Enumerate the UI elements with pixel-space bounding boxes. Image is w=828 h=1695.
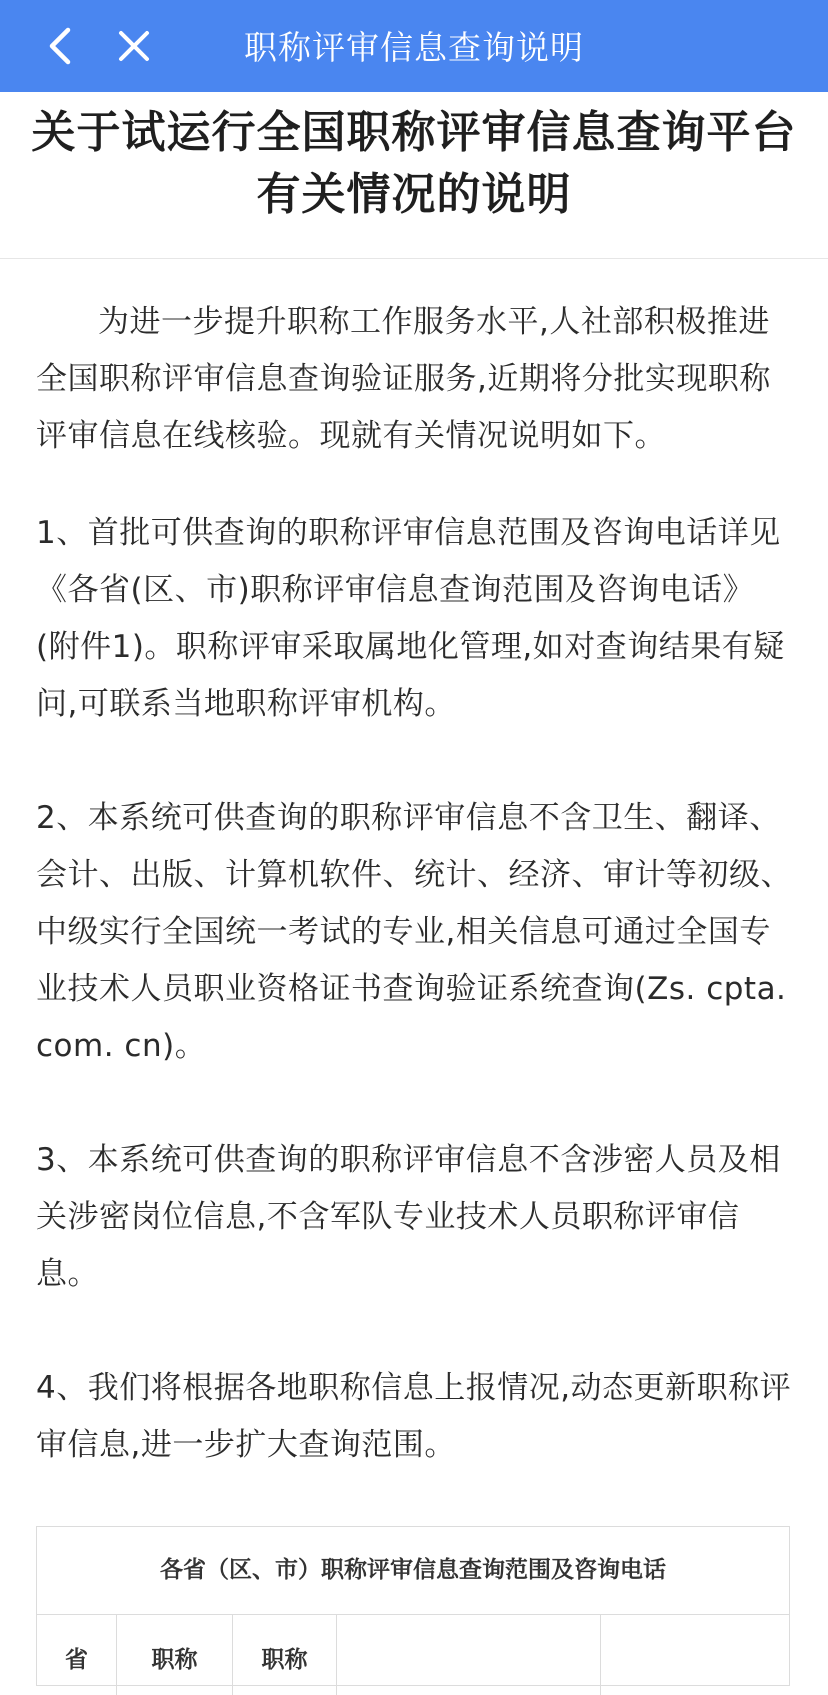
document-body (36, 294, 796, 1474)
item-paragraph-2: 2、本系统可供查询的职称评审信息不含卫生、翻译、会计、出版、计算机软件、统计、经济、审计等初级、中级实行全国统一考试的专业,相关信息可通过全国专业技术人员职业资格证书查询验证系统查询(Zs. cpta. com. cn)。 (36, 800, 792, 1064)
chevron-left-icon (40, 22, 84, 70)
table-header-cell: 职称 (117, 1615, 233, 1695)
table-header-cell: 省 (37, 1615, 117, 1695)
table-header-cell (337, 1615, 601, 1695)
document-title: 关于试运行全国职称评审信息查询平台有关情况的说明 (31, 107, 797, 220)
back-button[interactable] (40, 22, 84, 70)
item-paragraph-4: 4、我们将根据各地职称信息上报情况,动态更新职称评审信息,进一步扩大查询范围。 (36, 1370, 792, 1463)
nav-bar (0, 0, 828, 92)
item-paragraph-3: 3、本系统可供查询的职称评审信息不含涉密人员及相关涉密岗位信息,不含军队专业技术人员职称评审信息。 (36, 1142, 781, 1292)
close-icon (112, 24, 156, 68)
document-header (0, 92, 828, 259)
close-button[interactable] (112, 24, 156, 68)
table-header-cell: 职称 (233, 1615, 337, 1695)
table-header-cell (601, 1615, 791, 1695)
item-paragraph-1: 1、首批可供查询的职称评审信息范围及咨询电话详见《各省(区、市)职称评审信息查询范围及咨询电话》(附件1)。职称评审采取属地化管理,如对查询结果有疑问,可联系当地职称评审机构。 (36, 515, 785, 722)
table-header-row (37, 1615, 789, 1695)
intro-paragraph: 为进一步提升职称工作服务水平,人社部积极推进全国职称评审信息查询验证服务,近期将分批实现职称评审信息在线核验。现就有关情况说明如下。 (36, 304, 771, 454)
appendix-table (36, 1526, 790, 1686)
table-caption: 各省（区、市）职称评审信息查询范围及咨询电话 (37, 1527, 789, 1615)
nav-title: 职称评审信息查询说明 (244, 28, 584, 67)
